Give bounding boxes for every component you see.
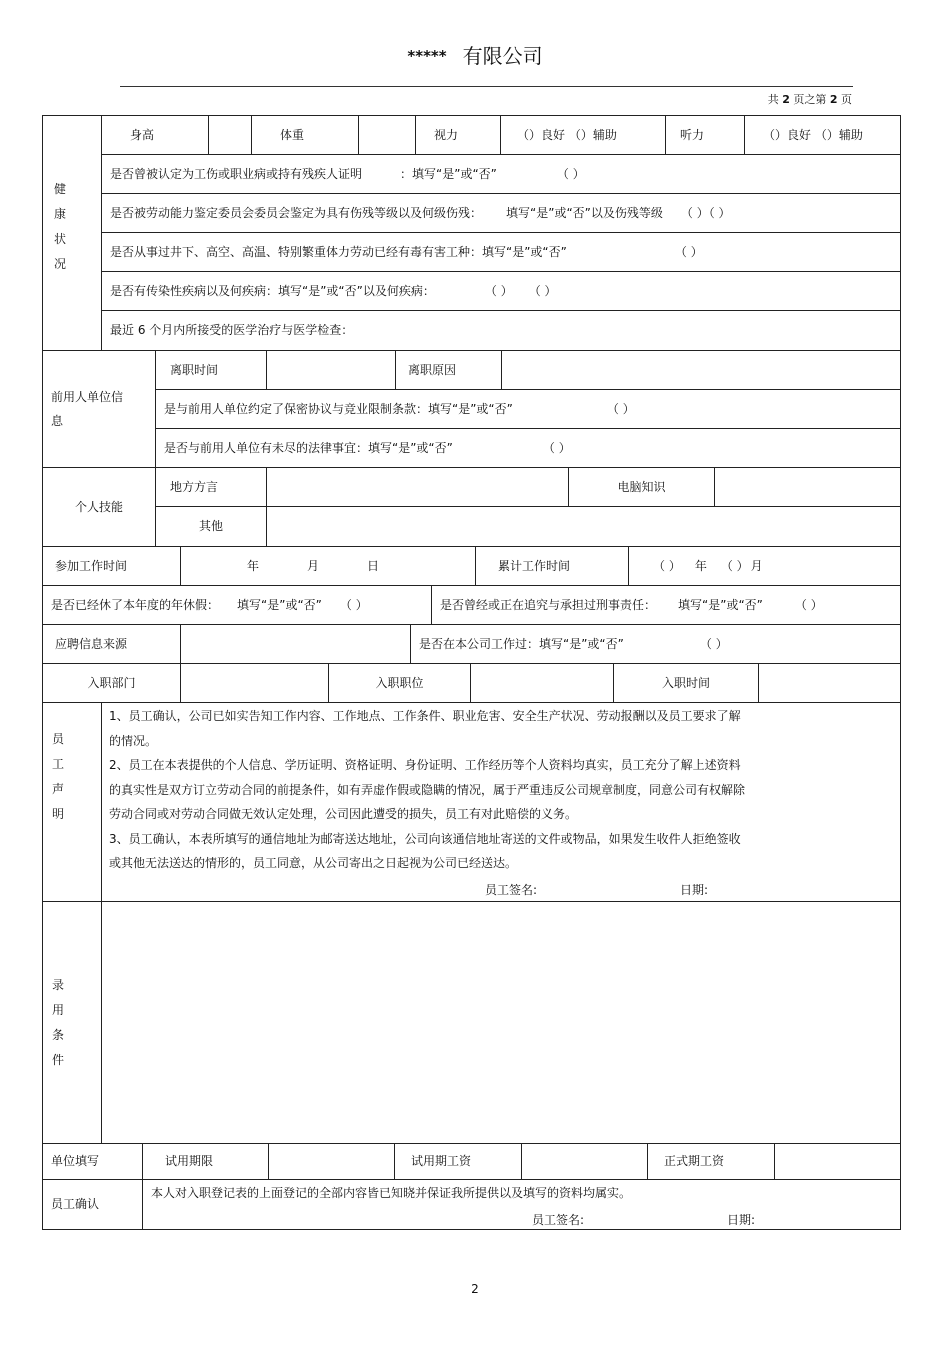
declaration-line: 的情况。 (109, 733, 158, 748)
month-unit: 月 (750, 558, 763, 573)
annual-leave-question (42, 585, 432, 625)
page-info-suffix: 页 (841, 93, 852, 106)
question-text: 是否与前用人单位有未尽的法律事宜：填写“是”或“否” (164, 440, 453, 455)
computer-skills-field[interactable] (714, 467, 901, 507)
height-field[interactable] (208, 115, 252, 155)
declaration-line: 或其他无法送达的情形的，员工同意，从公司寄出之日起视为公司已经送达。 (109, 856, 518, 870)
other-skills-field[interactable] (266, 506, 901, 547)
criminal-liability-question (431, 585, 901, 625)
health-q-disability-grade (101, 193, 901, 233)
unit-fill-label: 单位填写 (42, 1143, 143, 1180)
year-unit: 年 (694, 558, 707, 573)
prev-employer-label: 前用人单位信息 (51, 390, 124, 428)
declaration-line: 的真实性是双方订立劳动合同的前提条件，如有弄虚作假或隐瞒的情况，属于严重违反公司规章制度，同意公司有权解除 (109, 782, 746, 797)
page-number: 2 (471, 1282, 479, 1296)
hiring-conditions-label (48, 973, 68, 1073)
weight-label: 体重 (251, 115, 359, 155)
job-info-source-field[interactable] (180, 624, 411, 664)
answer-blank[interactable]: （ ） (339, 597, 368, 612)
declaration-date-label: 日期: (680, 883, 709, 897)
declaration-signature-label: 员工签名: (485, 883, 538, 897)
worked-here-question (410, 624, 901, 664)
question-text: 是否已经休了本年度的年休假： (51, 597, 220, 612)
computer-skills-label: 电脑知识 (568, 467, 715, 507)
probation-period-label: 试用期限 (142, 1143, 269, 1180)
skills-label: 个人技能 (42, 467, 156, 547)
answer-blank[interactable]: （ ） (556, 166, 585, 181)
entry-position-label: 入职职位 (328, 663, 471, 703)
fill-instruction: 填写“是”或“否”以及伤残等级 (506, 205, 663, 220)
hearing-options[interactable]: （）良好 （）辅助 (744, 115, 901, 155)
entry-time-field[interactable] (758, 663, 901, 703)
declaration-line: 1、员工确认，公司已如实告知工作内容、工作地点、工作条件、职业危害、安全生产状况、劳动报酬以及员工要求了解 (109, 709, 741, 723)
health-q-hazardous-work (101, 232, 901, 272)
question-text: 是否从事过井下、高空、高温、特别繁重体力劳动已经有毒有害工种：填写“是”或“否” (110, 244, 567, 259)
question-text: 是与前用人单位约定了保密协议与竞业限制条款：填写“是”或“否” (164, 401, 513, 416)
question-text: 是否被劳动能力鉴定委员会委员会鉴定为具有伤残等级以及何级伤残： (110, 205, 483, 220)
day-unit: 日 (367, 558, 380, 573)
health-label-char: 康 (53, 207, 66, 221)
answer-blank[interactable]: （ ） (484, 283, 513, 298)
question-text: 是否曾经或正在追究与承担过刑事责任： (440, 597, 657, 612)
dialect-field[interactable] (266, 467, 569, 507)
declaration-label-char: 工 (51, 757, 64, 771)
total-work-label: 累计工作时间 (475, 546, 629, 586)
question-text: 是否在本公司工作过：填写“是”或“否” (419, 636, 624, 651)
leave-time-label: 离职时间 (155, 350, 267, 390)
entry-time-label: 入职时间 (613, 663, 759, 703)
page-info-prefix: 共 (767, 93, 779, 106)
entry-department-label: 入职部门 (42, 663, 181, 703)
prev-employer-label-cell (42, 350, 156, 468)
answer-blank[interactable]: （ ） (542, 440, 571, 455)
declaration-label-char: 声 (51, 782, 64, 796)
health-label-char: 健 (53, 182, 66, 196)
months-blank[interactable]: （ ） (720, 558, 749, 573)
declaration-section-label (48, 727, 68, 827)
page-total: 2 (782, 93, 790, 106)
declaration-line: 3、员工确认，本表所填写的通信地址为邮寄送达地址，公司向该通信地址寄送的文件或物品，如果发生收件人拒绝签收 (109, 831, 741, 846)
work-start-date-field[interactable] (180, 546, 476, 586)
hiring-label-char: 用 (51, 1003, 64, 1017)
page-info-mid: 页之第 (793, 93, 827, 106)
employee-confirm-text: 本人对入职登记表的上面登记的全部内容皆已知晓并保证我所提供以及填写的资料均属实。 (142, 1179, 901, 1230)
weight-field[interactable] (358, 115, 416, 155)
declaration-line: 2、员工在本表提供的个人信息、学历证明、资格证明、身份证明、工作经历等个人资料均真实，员工充分了解上述资料 (109, 758, 741, 772)
answer-blank[interactable]: （ ） (674, 244, 703, 259)
hiring-label-char: 件 (51, 1053, 64, 1067)
document-title (0, 40, 950, 69)
health-section-label (50, 177, 70, 277)
total-work-field[interactable] (628, 546, 901, 586)
entry-position-field[interactable] (470, 663, 614, 703)
answer-blank[interactable]: （ ）（ ） (680, 205, 731, 220)
declaration-label-char: 明 (51, 807, 64, 821)
answer-blank[interactable]: （ ） (699, 636, 728, 651)
vision-options[interactable]: （）良好 （）辅助 (500, 115, 666, 155)
page-current: 2 (829, 93, 838, 106)
question-text: 是否曾被认定为工伤或职业病或持有残疾人证明 (110, 166, 363, 181)
title-divider (120, 86, 853, 87)
question-text: 是否有传染性疾病以及何疾病：填写“是”或“否”以及何疾病： (110, 283, 435, 298)
declaration-line: 劳动合同或对劳动合同做无效认定处理，公司因此遭受的损失，员工有对此赔偿的义务。 (109, 807, 578, 821)
formal-wage-field[interactable] (774, 1143, 901, 1180)
leave-reason-label: 离职原因 (395, 350, 502, 390)
vision-label: 视力 (415, 115, 501, 155)
leave-time-field[interactable] (266, 350, 396, 390)
entry-department-field[interactable] (180, 663, 329, 703)
hiring-label-char: 条 (51, 1028, 64, 1042)
fill-instruction: 填写“是”或“否” (678, 597, 763, 612)
prev-q-legal-matters (155, 428, 901, 468)
company-name-placeholder: ***** (407, 47, 447, 65)
hearing-label: 听力 (665, 115, 745, 155)
confirm-date-label: 日期: (727, 1213, 756, 1227)
formal-wage-label: 正式期工资 (647, 1143, 775, 1180)
hiring-label-char: 录 (51, 978, 64, 992)
other-skills-label: 其他 (155, 506, 267, 547)
health-q-infectious-disease (101, 271, 901, 311)
declaration-label-char: 员 (51, 732, 64, 746)
declaration-text (109, 704, 745, 876)
fill-instruction: ：填写“是”或“否” (400, 166, 497, 181)
job-info-source-label: 应聘信息来源 (42, 624, 181, 664)
dialect-label: 地方方言 (155, 467, 267, 507)
probation-wage-label: 试用期工资 (394, 1143, 522, 1180)
month-unit: 月 (307, 558, 320, 573)
fill-instruction: 填写“是”或“否” (237, 597, 322, 612)
employee-confirm-label: 员工确认 (42, 1179, 143, 1230)
answer-blank[interactable]: （ ） (794, 597, 823, 612)
registration-form (42, 115, 901, 1230)
year-unit: 年 (247, 558, 260, 573)
health-label-char: 况 (53, 257, 66, 271)
health-q-recent-treatment[interactable] (101, 310, 901, 351)
probation-period-field[interactable] (268, 1143, 395, 1180)
probation-wage-field[interactable] (521, 1143, 648, 1180)
health-label-char: 状 (53, 232, 66, 246)
height-label: 身高 (101, 115, 209, 155)
company-suffix: 有限公司 (462, 44, 543, 68)
work-start-label: 参加工作时间 (42, 546, 181, 586)
prev-q-confidentiality (155, 389, 901, 429)
page-info (768, 91, 852, 107)
leave-reason-field[interactable] (501, 350, 901, 390)
question-text: 最近 6 个月内所接受的医学治疗与医学检查： (110, 323, 354, 338)
answer-blank[interactable]: （ ） (528, 283, 557, 298)
hiring-conditions-field[interactable] (101, 901, 901, 1144)
years-blank[interactable]: （ ） (653, 558, 681, 573)
answer-blank[interactable]: （ ） (606, 401, 635, 416)
confirm-signature-label: 员工签名: (532, 1213, 585, 1227)
health-q-work-injury (101, 154, 901, 194)
